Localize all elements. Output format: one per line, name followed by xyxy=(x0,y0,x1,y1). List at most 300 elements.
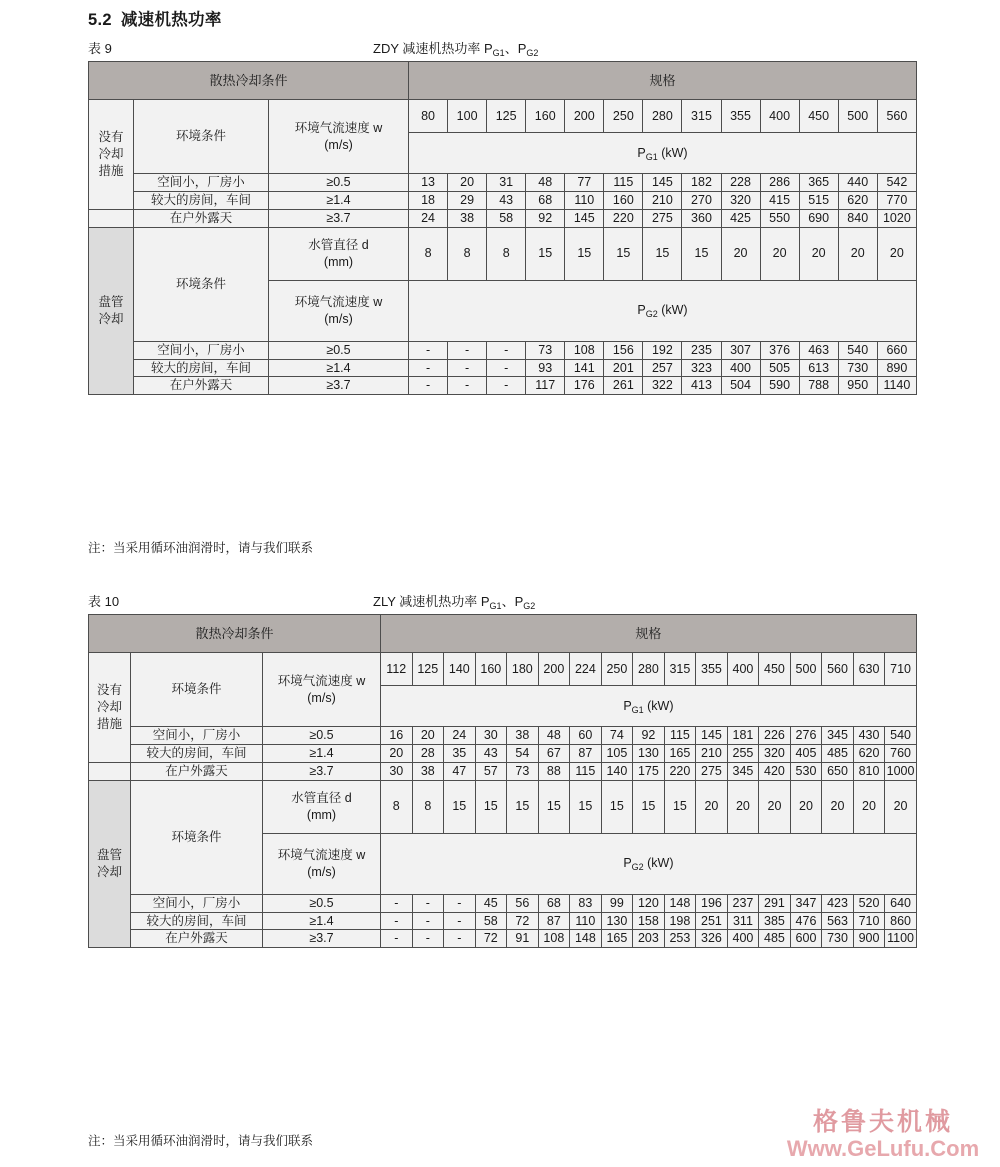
data-cell: 504 xyxy=(721,377,760,395)
pipe-diameter-value: 8 xyxy=(487,227,526,280)
pipe-diameter-value: 20 xyxy=(885,780,917,833)
spec-value: 200 xyxy=(565,100,604,133)
data-row xyxy=(89,377,917,395)
header-cooling-conditions: 散热冷却条件 xyxy=(89,615,381,653)
data-cell: 91 xyxy=(507,930,539,948)
spec-value: 560 xyxy=(877,100,916,133)
pipe-diameter-value: 20 xyxy=(822,780,854,833)
data-cell: 640 xyxy=(885,894,917,912)
spec-value: 630 xyxy=(853,653,885,686)
data-cell: 29 xyxy=(448,191,487,209)
data-cell: 320 xyxy=(721,191,760,209)
data-cell: 237 xyxy=(727,894,759,912)
data-cell: 72 xyxy=(507,912,539,930)
condition-label: 空间小，厂房小 xyxy=(134,174,269,192)
data-cell: 28 xyxy=(412,744,444,762)
data-cell: 253 xyxy=(664,930,696,948)
group-label-spacer xyxy=(89,762,131,780)
data-cell: 88 xyxy=(538,762,570,780)
table-9-label: 表 9 xyxy=(88,41,112,56)
spec-number-row xyxy=(89,100,917,133)
data-cell: 345 xyxy=(822,727,854,745)
spec-value: 280 xyxy=(633,653,665,686)
data-cell: - xyxy=(381,912,413,930)
data-cell: 690 xyxy=(799,209,838,227)
data-cell: 890 xyxy=(877,359,916,377)
spec-value: 125 xyxy=(412,653,444,686)
pipe-diameter-value: 20 xyxy=(721,227,760,280)
data-cell: 38 xyxy=(448,209,487,227)
data-cell: 400 xyxy=(727,930,759,948)
data-cell: 423 xyxy=(822,894,854,912)
air-speed-label: 环境气流速度 w (m/s) xyxy=(269,280,409,341)
data-row xyxy=(89,894,917,912)
data-cell: - xyxy=(487,341,526,359)
spec-value: 112 xyxy=(381,653,413,686)
data-cell: 74 xyxy=(601,727,633,745)
data-cell: 485 xyxy=(759,930,791,948)
spec-value: 160 xyxy=(526,100,565,133)
data-cell: 30 xyxy=(475,727,507,745)
data-cell: 376 xyxy=(760,341,799,359)
data-cell: 840 xyxy=(838,209,877,227)
table-10-caption xyxy=(88,589,916,614)
pipe-diameter-value: 8 xyxy=(381,780,413,833)
pipe-diameter-value: 20 xyxy=(760,227,799,280)
table-10-block xyxy=(88,589,916,948)
data-cell: 650 xyxy=(822,762,854,780)
table-9-caption xyxy=(88,36,916,61)
data-cell: 1100 xyxy=(885,930,917,948)
data-cell: 413 xyxy=(682,377,721,395)
pipe-diameter-value: 15 xyxy=(682,227,721,280)
header-specification: 规格 xyxy=(381,615,917,653)
condition-label: 在户外露天 xyxy=(134,377,269,395)
data-cell: 31 xyxy=(487,174,526,192)
data-cell: 196 xyxy=(696,894,728,912)
pipe-diameter-label: 水管直径 d (mm) xyxy=(263,780,381,833)
pipe-diameter-value: 20 xyxy=(727,780,759,833)
data-cell: 257 xyxy=(643,359,682,377)
spec-value: 250 xyxy=(601,653,633,686)
air-speed-label: 环境气流速度 w (m/s) xyxy=(269,100,409,174)
data-cell: 425 xyxy=(721,209,760,227)
data-cell: 440 xyxy=(838,174,877,192)
pipe-diameter-value: 8 xyxy=(412,780,444,833)
data-cell: - xyxy=(409,377,448,395)
data-row xyxy=(89,744,917,762)
pipe-diameter-value: 15 xyxy=(604,227,643,280)
air-speed-value: ≥3.7 xyxy=(263,930,381,948)
data-row xyxy=(89,912,917,930)
pipe-diameter-value: 8 xyxy=(409,227,448,280)
spec-value: 450 xyxy=(799,100,838,133)
data-cell: 710 xyxy=(853,912,885,930)
data-cell: 16 xyxy=(381,727,413,745)
spec-value: 125 xyxy=(487,100,526,133)
data-cell: 110 xyxy=(565,191,604,209)
pipe-diameter-value: 15 xyxy=(565,227,604,280)
data-cell: 291 xyxy=(759,894,791,912)
pipe-diameter-value: 15 xyxy=(475,780,507,833)
data-row xyxy=(89,762,917,780)
data-cell: 20 xyxy=(412,727,444,745)
air-speed-value: ≥0.5 xyxy=(269,174,409,192)
condition-label: 较大的房间，车间 xyxy=(131,744,263,762)
pipe-diameter-value: 15 xyxy=(633,780,665,833)
data-cell: 117 xyxy=(526,377,565,395)
data-cell: 156 xyxy=(604,341,643,359)
data-cell: - xyxy=(412,894,444,912)
pipe-diameter-value: 20 xyxy=(696,780,728,833)
data-row xyxy=(89,930,917,948)
watermark-url: Www.GeLufu.Com xyxy=(786,1135,980,1161)
spec-value: 710 xyxy=(885,653,917,686)
condition-label: 空间小，厂房小 xyxy=(131,727,263,745)
section-number: 5.2 xyxy=(88,11,112,29)
data-cell: 322 xyxy=(643,377,682,395)
spec-value: 560 xyxy=(822,653,854,686)
data-cell: 130 xyxy=(633,744,665,762)
data-row xyxy=(89,727,917,745)
data-cell: 182 xyxy=(682,174,721,192)
data-cell: 73 xyxy=(526,341,565,359)
air-speed-value: ≥1.4 xyxy=(269,191,409,209)
data-cell: - xyxy=(448,359,487,377)
pipe-diameter-value: 15 xyxy=(538,780,570,833)
air-speed-value: ≥1.4 xyxy=(263,744,381,762)
data-cell: 48 xyxy=(538,727,570,745)
table-10-label: 表 10 xyxy=(88,594,120,609)
table-10-title: ZLY 减速机热功率 $P_{G1}$、$P_{G2}$ xyxy=(373,594,536,611)
data-cell: 87 xyxy=(570,744,602,762)
group-label-no-cooling: 没有 冷却 措施 xyxy=(89,100,134,210)
data-cell: 108 xyxy=(538,930,570,948)
data-cell: 463 xyxy=(799,341,838,359)
data-cell: - xyxy=(381,930,413,948)
data-cell: 24 xyxy=(444,727,476,745)
spec-value: 140 xyxy=(444,653,476,686)
data-cell: 563 xyxy=(822,912,854,930)
condition-label: 较大的房间，车间 xyxy=(134,191,269,209)
data-cell: - xyxy=(409,341,448,359)
table-10 xyxy=(88,614,917,948)
data-cell: 57 xyxy=(475,762,507,780)
data-cell: 115 xyxy=(604,174,643,192)
data-cell: 165 xyxy=(664,744,696,762)
data-cell: 105 xyxy=(601,744,633,762)
data-cell: 730 xyxy=(838,359,877,377)
data-cell: 110 xyxy=(570,912,602,930)
air-speed-value: ≥0.5 xyxy=(263,894,381,912)
data-cell: 176 xyxy=(565,377,604,395)
data-cell: 145 xyxy=(643,174,682,192)
data-cell: 620 xyxy=(838,191,877,209)
data-cell: 68 xyxy=(538,894,570,912)
data-cell: 45 xyxy=(475,894,507,912)
data-cell: 192 xyxy=(643,341,682,359)
condition-label: 在户外露天 xyxy=(134,209,269,227)
pipe-diameter-value: 20 xyxy=(759,780,791,833)
header-cooling-conditions: 散热冷却条件 xyxy=(89,62,409,100)
spec-value: 450 xyxy=(759,653,791,686)
data-cell: - xyxy=(448,377,487,395)
env-condition-label: 环境条件 xyxy=(134,227,269,341)
data-cell: 210 xyxy=(643,191,682,209)
data-cell: 255 xyxy=(727,744,759,762)
data-cell: 540 xyxy=(838,341,877,359)
data-cell: 24 xyxy=(409,209,448,227)
air-speed-value: ≥1.4 xyxy=(263,912,381,930)
data-cell: 35 xyxy=(444,744,476,762)
data-cell: 99 xyxy=(601,894,633,912)
group-label-spacer xyxy=(89,209,134,227)
condition-label: 空间小，厂房小 xyxy=(131,894,263,912)
data-cell: 415 xyxy=(760,191,799,209)
data-cell: 140 xyxy=(601,762,633,780)
data-cell: - xyxy=(487,377,526,395)
data-cell: 72 xyxy=(475,930,507,948)
data-cell: 115 xyxy=(664,727,696,745)
section-heading xyxy=(88,6,222,30)
pipe-diameter-value: 15 xyxy=(601,780,633,833)
spec-value: 500 xyxy=(790,653,822,686)
data-cell: 93 xyxy=(526,359,565,377)
spec-value: 180 xyxy=(507,653,539,686)
spec-value: 355 xyxy=(696,653,728,686)
spec-value: 100 xyxy=(448,100,487,133)
section-title: 减速机热功率 xyxy=(120,11,222,29)
watermark xyxy=(772,1109,994,1161)
data-cell: 48 xyxy=(526,174,565,192)
pg2-unit-band: $P_{G2}$ (kW) xyxy=(409,280,917,341)
data-cell: 365 xyxy=(799,174,838,192)
data-cell: 520 xyxy=(853,894,885,912)
air-speed-value: ≥0.5 xyxy=(269,341,409,359)
data-cell: 165 xyxy=(601,930,633,948)
spec-value: 355 xyxy=(721,100,760,133)
condition-label: 在户外露天 xyxy=(131,930,263,948)
data-cell: 220 xyxy=(604,209,643,227)
data-cell: 542 xyxy=(877,174,916,192)
data-cell: 600 xyxy=(790,930,822,948)
pipe-diameter-value: 20 xyxy=(790,780,822,833)
data-cell: 18 xyxy=(409,191,448,209)
pipe-diameter-value: 15 xyxy=(444,780,476,833)
data-cell: - xyxy=(444,894,476,912)
data-cell: 860 xyxy=(885,912,917,930)
air-speed-value: ≥3.7 xyxy=(269,209,409,227)
data-cell: 400 xyxy=(721,359,760,377)
spec-value: 250 xyxy=(604,100,643,133)
pipe-diameter-row xyxy=(89,227,917,280)
data-cell: 730 xyxy=(822,930,854,948)
data-cell: 485 xyxy=(822,744,854,762)
data-row xyxy=(89,341,917,359)
spec-value: 315 xyxy=(664,653,696,686)
table-9-title: ZDY 减速机热功率 $P_{G1}$、$P_{G2}$ xyxy=(373,41,539,58)
data-cell: 115 xyxy=(570,762,602,780)
data-cell: 275 xyxy=(643,209,682,227)
pipe-diameter-value: 15 xyxy=(526,227,565,280)
data-cell: 226 xyxy=(759,727,791,745)
data-cell: 83 xyxy=(570,894,602,912)
data-cell: 175 xyxy=(633,762,665,780)
data-cell: 540 xyxy=(885,727,917,745)
data-cell: 307 xyxy=(721,341,760,359)
data-cell: 148 xyxy=(664,894,696,912)
data-cell: 530 xyxy=(790,762,822,780)
pg2-unit-band: $P_{G2}$ (kW) xyxy=(381,833,917,894)
data-cell: - xyxy=(444,930,476,948)
condition-label: 较大的房间，车间 xyxy=(131,912,263,930)
data-cell: 950 xyxy=(838,377,877,395)
pipe-diameter-value: 20 xyxy=(853,780,885,833)
data-cell: 108 xyxy=(565,341,604,359)
data-cell: 130 xyxy=(601,912,633,930)
data-cell: 148 xyxy=(570,930,602,948)
env-condition-label: 环境条件 xyxy=(134,100,269,174)
data-cell: - xyxy=(409,359,448,377)
data-cell: 141 xyxy=(565,359,604,377)
data-cell: - xyxy=(412,912,444,930)
data-cell: 286 xyxy=(760,174,799,192)
spec-value: 400 xyxy=(727,653,759,686)
data-cell: 181 xyxy=(727,727,759,745)
data-cell: 660 xyxy=(877,341,916,359)
data-cell: 56 xyxy=(507,894,539,912)
watermark-company: 格鲁夫机械 xyxy=(812,1108,953,1137)
data-row xyxy=(89,174,917,192)
data-cell: 145 xyxy=(565,209,604,227)
data-row xyxy=(89,191,917,209)
data-cell: 203 xyxy=(633,930,665,948)
data-cell: 1140 xyxy=(877,377,916,395)
pipe-diameter-value: 20 xyxy=(799,227,838,280)
data-cell: 220 xyxy=(664,762,696,780)
data-cell: 58 xyxy=(487,209,526,227)
data-cell: 67 xyxy=(538,744,570,762)
table-header-band xyxy=(89,62,917,100)
pipe-diameter-value: 20 xyxy=(877,227,916,280)
data-cell: 590 xyxy=(760,377,799,395)
data-cell: 201 xyxy=(604,359,643,377)
spec-value: 400 xyxy=(760,100,799,133)
data-cell: 20 xyxy=(448,174,487,192)
data-cell: 38 xyxy=(412,762,444,780)
data-cell: 235 xyxy=(682,341,721,359)
group-label-coil-cooling: 盘管 冷却 xyxy=(89,227,134,395)
air-speed-label: 环境气流速度 w (m/s) xyxy=(263,653,381,727)
data-cell: 38 xyxy=(507,727,539,745)
air-speed-label: 环境气流速度 w (m/s) xyxy=(263,833,381,894)
data-cell: 145 xyxy=(696,727,728,745)
data-cell: 228 xyxy=(721,174,760,192)
spec-value: 280 xyxy=(643,100,682,133)
data-cell: 92 xyxy=(633,727,665,745)
table-9-note: 注：当采用循环油润滑时，请与我们联系 xyxy=(88,541,314,555)
data-cell: 54 xyxy=(507,744,539,762)
air-speed-value: ≥3.7 xyxy=(263,762,381,780)
air-speed-value: ≥3.7 xyxy=(269,377,409,395)
data-cell: 788 xyxy=(799,377,838,395)
data-cell: - xyxy=(381,894,413,912)
data-cell: 87 xyxy=(538,912,570,930)
spec-value: 160 xyxy=(475,653,507,686)
env-condition-label: 环境条件 xyxy=(131,653,263,727)
data-cell: 77 xyxy=(565,174,604,192)
pipe-diameter-row xyxy=(89,780,917,833)
data-cell: 158 xyxy=(633,912,665,930)
data-row xyxy=(89,359,917,377)
spec-number-row xyxy=(89,653,917,686)
condition-label: 在户外露天 xyxy=(131,762,263,780)
data-cell: 251 xyxy=(696,912,728,930)
data-cell: 1020 xyxy=(877,209,916,227)
table-10-note: 注：当采用循环油润滑时，请与我们联系 xyxy=(88,1134,314,1148)
data-cell: 261 xyxy=(604,377,643,395)
data-cell: - xyxy=(448,341,487,359)
table-header-band xyxy=(89,615,917,653)
group-label-coil-cooling: 盘管 冷却 xyxy=(89,780,131,948)
data-cell: - xyxy=(444,912,476,930)
data-cell: 30 xyxy=(381,762,413,780)
header-specification: 规格 xyxy=(409,62,917,100)
data-cell: 275 xyxy=(696,762,728,780)
data-cell: 13 xyxy=(409,174,448,192)
data-cell: - xyxy=(487,359,526,377)
data-cell: 60 xyxy=(570,727,602,745)
pipe-diameter-value: 8 xyxy=(448,227,487,280)
condition-label: 空间小，厂房小 xyxy=(134,341,269,359)
data-cell: 385 xyxy=(759,912,791,930)
data-cell: 505 xyxy=(760,359,799,377)
data-cell: 43 xyxy=(487,191,526,209)
pipe-diameter-label: 水管直径 d (mm) xyxy=(269,227,409,280)
data-cell: 900 xyxy=(853,930,885,948)
data-cell: - xyxy=(412,930,444,948)
air-speed-value: ≥1.4 xyxy=(269,359,409,377)
data-cell: 320 xyxy=(759,744,791,762)
pipe-diameter-value: 15 xyxy=(507,780,539,833)
data-cell: 276 xyxy=(790,727,822,745)
data-cell: 360 xyxy=(682,209,721,227)
data-cell: 92 xyxy=(526,209,565,227)
data-cell: 198 xyxy=(664,912,696,930)
table-9-block xyxy=(88,36,916,395)
env-condition-label: 环境条件 xyxy=(131,780,263,894)
spec-value: 315 xyxy=(682,100,721,133)
data-cell: 270 xyxy=(682,191,721,209)
data-cell: 620 xyxy=(853,744,885,762)
data-cell: 420 xyxy=(759,762,791,780)
data-cell: 58 xyxy=(475,912,507,930)
data-cell: 405 xyxy=(790,744,822,762)
data-cell: 73 xyxy=(507,762,539,780)
data-cell: 476 xyxy=(790,912,822,930)
data-cell: 43 xyxy=(475,744,507,762)
pipe-diameter-value: 15 xyxy=(570,780,602,833)
data-cell: 323 xyxy=(682,359,721,377)
condition-label: 较大的房间，车间 xyxy=(134,359,269,377)
data-cell: 760 xyxy=(885,744,917,762)
data-cell: 515 xyxy=(799,191,838,209)
data-cell: 120 xyxy=(633,894,665,912)
data-cell: 770 xyxy=(877,191,916,209)
pg1-unit-band: $P_{G1}$ (kW) xyxy=(381,686,917,727)
data-cell: 47 xyxy=(444,762,476,780)
data-cell: 345 xyxy=(727,762,759,780)
